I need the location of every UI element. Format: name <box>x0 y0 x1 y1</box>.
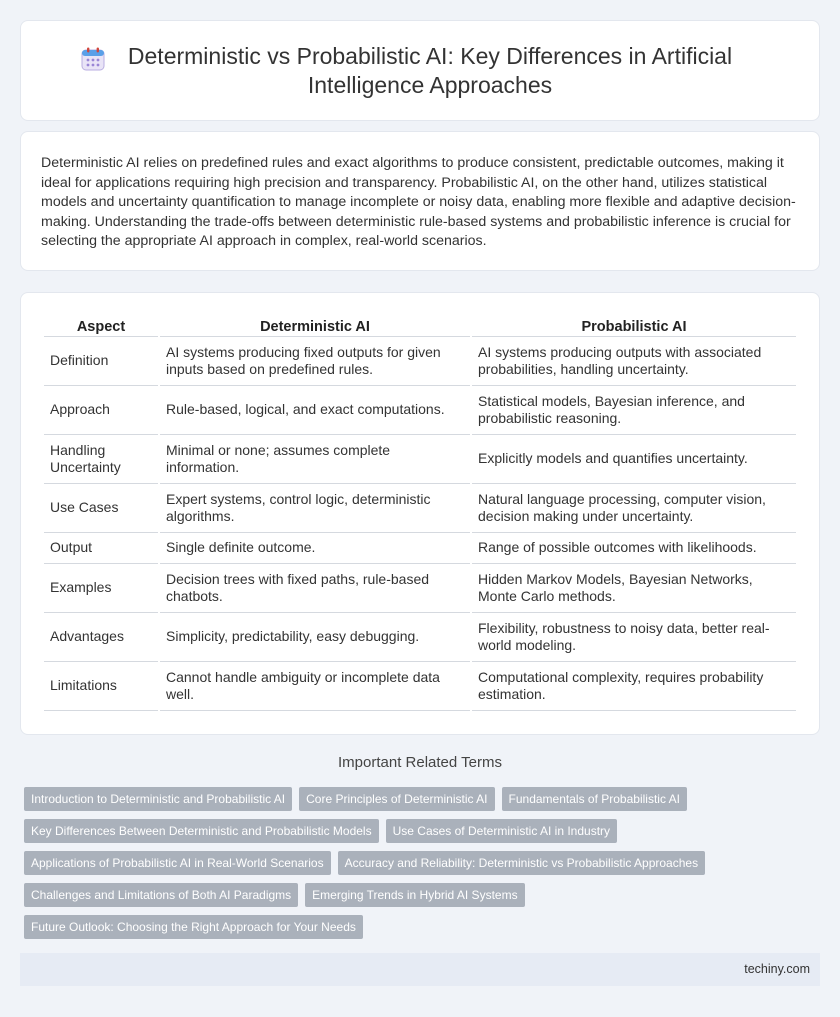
table-row <box>44 662 796 711</box>
footer-site-link[interactable]: techiny.com <box>744 962 810 976</box>
related-term-tag[interactable]: Key Differences Between Deterministic and Probabilistic Models <box>24 819 379 843</box>
related-term-tag[interactable]: Core Principles of Deterministic AI <box>299 787 494 811</box>
aspect-cell: Output <box>44 533 158 564</box>
header-card <box>20 20 820 121</box>
aspect-cell: Limitations <box>44 662 158 711</box>
table-header-row <box>44 315 796 337</box>
related-term-tag[interactable]: Fundamentals of Probabilistic AI <box>502 787 687 811</box>
related-terms-title: Important Related Terms <box>338 754 502 771</box>
tag-row <box>24 883 820 907</box>
aspect-cell: Handling Uncertainty <box>44 435 158 484</box>
aspect-cell: Examples <box>44 564 158 613</box>
deterministic-cell: Minimal or none; assumes complete information. <box>160 435 470 484</box>
related-term-tag[interactable]: Introduction to Deterministic and Probabilistic AI <box>24 787 292 811</box>
table-row <box>44 337 796 386</box>
table-row <box>44 484 796 533</box>
probabilistic-cell: Natural language processing, computer vision, decision making under uncertainty. <box>472 484 796 533</box>
probabilistic-cell: Range of possible outcomes with likelihoods. <box>472 533 796 564</box>
deterministic-cell: Rule-based, logical, and exact computations. <box>160 386 470 435</box>
aspect-cell: Use Cases <box>44 484 158 533</box>
probabilistic-cell: Flexibility, robustness to noisy data, better real-world modeling. <box>472 613 796 662</box>
footer <box>20 953 820 986</box>
tag-row <box>24 851 820 875</box>
related-term-tag[interactable]: Applications of Probabilistic AI in Real-World Scenarios <box>24 851 331 875</box>
table-row <box>44 613 796 662</box>
deterministic-cell: AI systems producing fixed outputs for given inputs based on predefined rules. <box>160 337 470 386</box>
deterministic-cell: Decision trees with fixed paths, rule-based chatbots. <box>160 564 470 613</box>
header-aspect: Aspect <box>44 315 158 337</box>
deterministic-cell: Cannot handle ambiguity or incomplete data well. <box>160 662 470 711</box>
related-term-tag[interactable]: Use Cases of Deterministic AI in Industry <box>386 819 617 843</box>
aspect-cell: Advantages <box>44 613 158 662</box>
page-title: Deterministic vs Probabilistic AI: Key Differences in Artificial Intelligence Approaches <box>127 42 733 98</box>
deterministic-cell: Expert systems, control logic, deterministic algorithms. <box>160 484 470 533</box>
probabilistic-cell: Hidden Markov Models, Bayesian Networks, Monte Carlo methods. <box>472 564 796 613</box>
comparison-table-card <box>20 292 820 735</box>
header-probabilistic: Probabilistic AI <box>472 315 796 337</box>
table-row <box>44 386 796 435</box>
table-row <box>44 435 796 484</box>
aspect-cell: Approach <box>44 386 158 435</box>
related-terms-list <box>24 787 820 947</box>
tag-row <box>24 787 820 811</box>
aspect-cell: Definition <box>44 337 158 386</box>
deterministic-cell: Simplicity, predictability, easy debugging. <box>160 613 470 662</box>
related-term-tag[interactable]: Emerging Trends in Hybrid AI Systems <box>305 883 524 907</box>
related-term-tag[interactable]: Challenges and Limitations of Both AI Paradigms <box>24 883 298 907</box>
table-row <box>44 564 796 613</box>
probabilistic-cell: AI systems producing outputs with associated probabilities, handling uncertainty. <box>472 337 796 386</box>
intro-card <box>20 131 820 271</box>
related-term-tag[interactable]: Accuracy and Reliability: Deterministic vs Probabilistic Approaches <box>338 851 705 875</box>
probabilistic-cell: Computational complexity, requires probability estimation. <box>472 662 796 711</box>
deterministic-cell: Single definite outcome. <box>160 533 470 564</box>
tag-row <box>24 819 820 843</box>
tag-row <box>24 915 820 939</box>
intro-paragraph: Deterministic AI relies on predefined rules and exact algorithms to produce consistent, predictable outcomes, making it ideal for applications requiring high precision and transparency. Probabilistic AI, on the other hand, utilizes statistical models and uncertainty quantification to manage incomplete or noisy data, enabling more flexible and adaptive decision-making. Understanding the trade-offs between deterministic rule-based systems and probabilistic inference is crucial for selecting the appropriate AI approach in complex, real-world scenarios. <box>41 155 796 249</box>
comparison-table <box>42 315 798 711</box>
probabilistic-cell: Statistical models, Bayesian inference, and probabilistic reasoning. <box>472 386 796 435</box>
probabilistic-cell: Explicitly models and quantifies uncertainty. <box>472 435 796 484</box>
header-deterministic: Deterministic AI <box>160 315 470 337</box>
related-term-tag[interactable]: Future Outlook: Choosing the Right Approach for Your Needs <box>24 915 363 939</box>
table-row <box>44 533 796 564</box>
